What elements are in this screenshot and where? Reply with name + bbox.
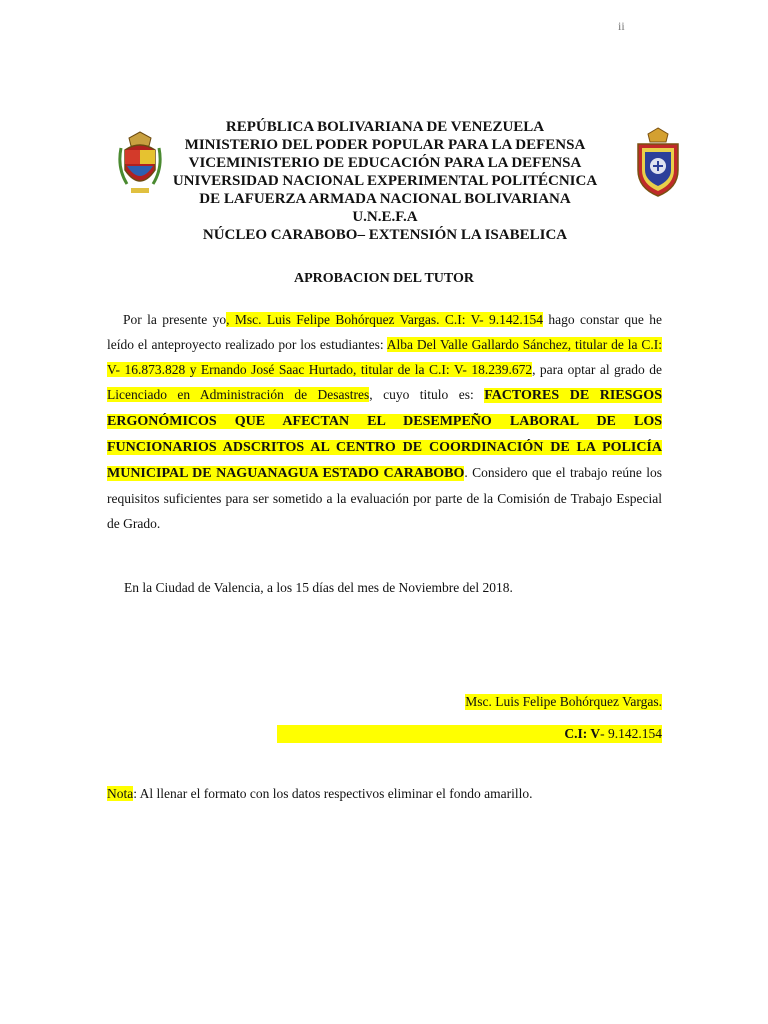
signature-name: Msc. Luis Felipe Bohórquez Vargas. (465, 694, 662, 709)
body-text: , para optar al grado de (532, 362, 662, 377)
thesis-title-field: FACTORES DE RIESGOS ERGONÓMICOS QUE AFECTAN EL DESEMPEÑO LABORAL DE LOS FUNCIONARIOS ADSCRITOS AL CENTRO DE COORDINACIÓN DE LA POLICÍA MUNICIPAL DE NAGUANAGUA ESTADO CARABOBO (107, 388, 662, 481)
signature-ci (277, 725, 662, 743)
body-text: hago constar que he leído el anteproyecto realizado por los estudiantes: (107, 312, 662, 352)
ci-value: - 9.142.154 (600, 726, 662, 741)
ci-label: C.I: V (564, 726, 601, 741)
header-line: NÚCLEO CARABOBO– EXTENSIÓN LA ISABELICA (202, 227, 568, 243)
header-line: DE LAFUERZA ARMADA NACIONAL BOLIVARIANA (199, 191, 571, 207)
approval-paragraph (107, 307, 662, 536)
body-text: Por la presente yo (123, 312, 227, 327)
document-title: APROBACION DEL TUTOR (294, 271, 474, 286)
note (107, 786, 533, 802)
header-line: U.N.E.F.A (352, 209, 418, 225)
students-field: Alba Del Valle Gallardo Sánchez, titular de la C.I: V- 16.873.828 y Ernando José Saac Hurtado, titular de la C.I: V- 18.239.672 (107, 337, 662, 377)
header-line: VICEMINISTERIO DE EDUCACIÓN PARA LA DEFENSA (188, 155, 582, 171)
degree-field: Licenciado en Administración de Desastres (107, 387, 370, 402)
note-text: : Al llenar el formato con los datos respectivos eliminar el fondo amarillo. (133, 786, 533, 801)
header-line: MINISTERIO DEL PODER POPULAR PARA LA DEFENSA (184, 137, 586, 153)
body-text: , cuyo titulo es: (369, 387, 485, 402)
note-label: Nota (107, 786, 134, 801)
header-line: UNIVERSIDAD NACIONAL EXPERIMENTAL POLITÉCNICA (172, 173, 598, 189)
institution-header (150, 118, 620, 244)
header-line: REPÚBLICA BOLIVARIANA DE VENEZUELA (225, 119, 545, 135)
unefa-shield-icon (633, 126, 683, 198)
tutor-name-field: , Msc. Luis Felipe Bohórquez Vargas. C.I: V- 9.142.154 (226, 312, 544, 327)
city-date-line: En la Ciudad de Valencia, a los 15 días del mes de Noviembre del 2018. (124, 580, 513, 595)
page-number: ii (618, 19, 625, 33)
body-text: . Considero que el trabajo reúne los requisitos suficientes para ser sometido a la evaluación por parte de la Comisión de Trabajo Especial de Grado. (107, 465, 662, 531)
